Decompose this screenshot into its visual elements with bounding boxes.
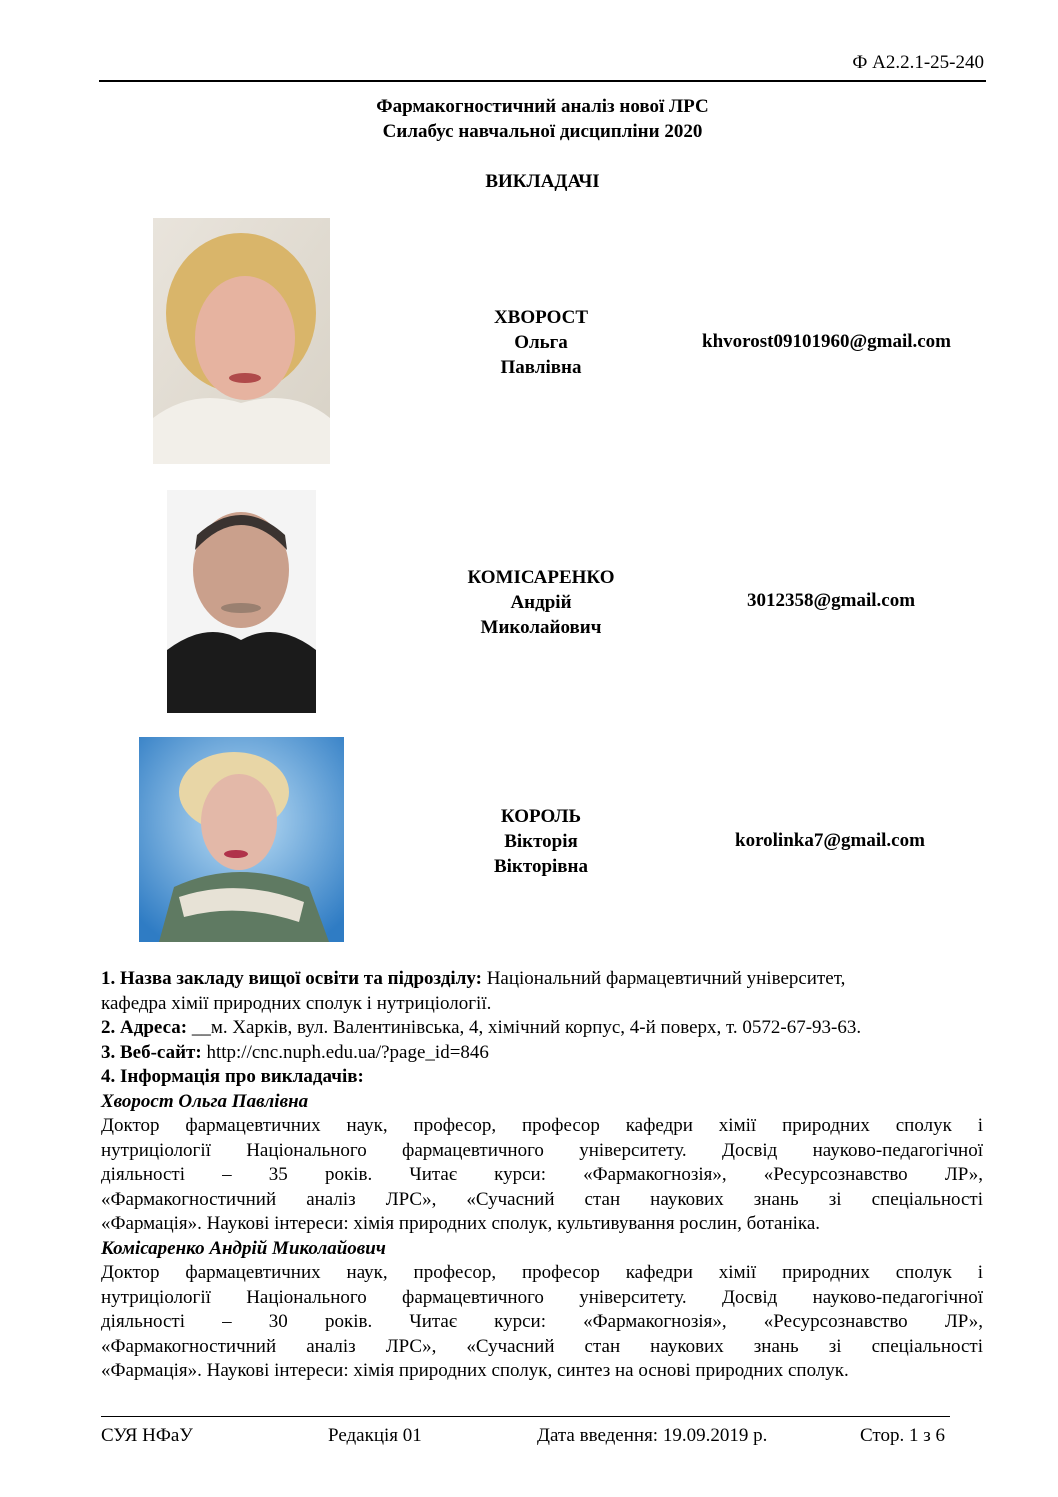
teacher-surname: КОРОЛЬ: [500, 806, 582, 827]
teacher-name-khvorost: [441, 305, 641, 380]
footer-divider: [101, 1416, 950, 1417]
info-label: 1. Назва закладу вищої освіти та підрозділу:: [101, 968, 482, 989]
teacher-photo-komisarenko: [167, 490, 316, 713]
footer-org: СУЯ НФаУ: [101, 1425, 193, 1446]
info-item-website: [101, 1041, 983, 1066]
document-code: Ф А2.2.1-25-240: [852, 52, 984, 73]
info-value: Національний фармацевтичний університет,: [481, 968, 846, 989]
syllabus-info: [101, 967, 983, 1384]
bio-line: Доктор фармацевтичних наук, професор, професор кафедри хімії природних сполук і: [101, 1262, 983, 1283]
bio-line: нутриціології Національного фармацевтичного університету. Досвід науково-педагогічної: [101, 1286, 983, 1308]
teacher-email-korol[interactable]: korolinka7@gmail.com: [735, 830, 925, 851]
bio-line: діяльності – 30 років. Читає курси: «Фармакогнозія», «Ресурсознавство ЛР»,: [101, 1311, 983, 1332]
header-divider: [99, 80, 986, 82]
document-title: Фармакогностичний аналіз нової ЛРС: [376, 96, 709, 117]
teacher-surname: ХВОРОСТ: [493, 307, 589, 328]
teacher-email-khvorost[interactable]: khvorost09101960@gmail.com: [702, 331, 952, 352]
info-item-institution: [101, 967, 983, 992]
teacher-surname: КОМІСАРЕНКО: [467, 567, 615, 588]
info-item-address: [101, 1016, 983, 1041]
bio-name-komisarenko: Комісаренко Андрій Миколайович: [101, 1237, 386, 1259]
footer-page-number: Стор. 1 з 6: [860, 1425, 945, 1446]
bio-line: «Фармакогностичний аналіз ЛРС», «Сучасний стан наукових знань зі спеціальності: [101, 1335, 983, 1357]
bio-line: нутриціології Національного фармацевтичного університету. Досвід науково-педагогічної: [101, 1139, 983, 1161]
info-item-institution-cont: кафедра хімії природних сполук і нутриціології.: [101, 992, 492, 1014]
bio-line: «Фармакогностичний аналіз ЛРС», «Сучасний стан наукових знань зі спеціальності: [101, 1188, 983, 1210]
bio-line: діяльності – 35 років. Читає курси: «Фармакогнозія», «Ресурсознавство ЛР»,: [101, 1164, 983, 1185]
website-link[interactable]: http://cnc.nuph.edu.ua/?page_id=846: [201, 1041, 489, 1063]
section-heading: ВИКЛАДАЧІ: [485, 171, 600, 192]
info-label: 3. Веб-сайт:: [101, 1041, 202, 1063]
bio-line: «Фармація». Наукові інтереси: хімія природних сполук, синтез на основі природних сполук.: [101, 1360, 849, 1381]
document-subtitle: Силабус навчальної дисципліни 2020: [382, 121, 703, 142]
info-value: __м. Харків, вул. Валентинівська, 4, хімічний корпус, 4-й поверх, т. 0572-67-93-63.: [187, 1017, 862, 1038]
teacher-first-name: Ольга: [514, 332, 568, 353]
info-label: 4. Інформація про викладачів:: [101, 1066, 364, 1087]
teacher-photo-korol: [139, 737, 344, 942]
teacher-patronymic: Миколайович: [480, 617, 602, 638]
teacher-patronymic: Вікторівна: [493, 856, 589, 877]
info-label: 2. Адреса:: [101, 1017, 188, 1038]
bio-line: «Фармація». Наукові інтереси: хімія природних сполук, культивування рослин, ботаніка.: [101, 1213, 821, 1234]
teacher-name-korol: [441, 804, 641, 879]
teacher-first-name: Андрій: [510, 592, 572, 613]
teacher-patronymic: Павлівна: [500, 357, 582, 378]
teacher-name-komisarenko: [441, 565, 641, 640]
footer-date: Дата введення: 19.09.2019 р.: [537, 1425, 768, 1446]
footer-edition: Редакція 01: [328, 1425, 422, 1446]
teacher-first-name: Вікторія: [504, 831, 578, 852]
teacher-email-komisarenko[interactable]: 3012358@gmail.com: [747, 590, 916, 611]
bio-line: Доктор фармацевтичних наук, професор, професор кафедри хімії природних сполук і: [101, 1115, 983, 1136]
info-item-teachers: [101, 1065, 983, 1090]
teacher-photo-khvorost: [153, 218, 330, 464]
bio-name-khvorost: Хворост Ольга Павлівна: [101, 1090, 309, 1112]
